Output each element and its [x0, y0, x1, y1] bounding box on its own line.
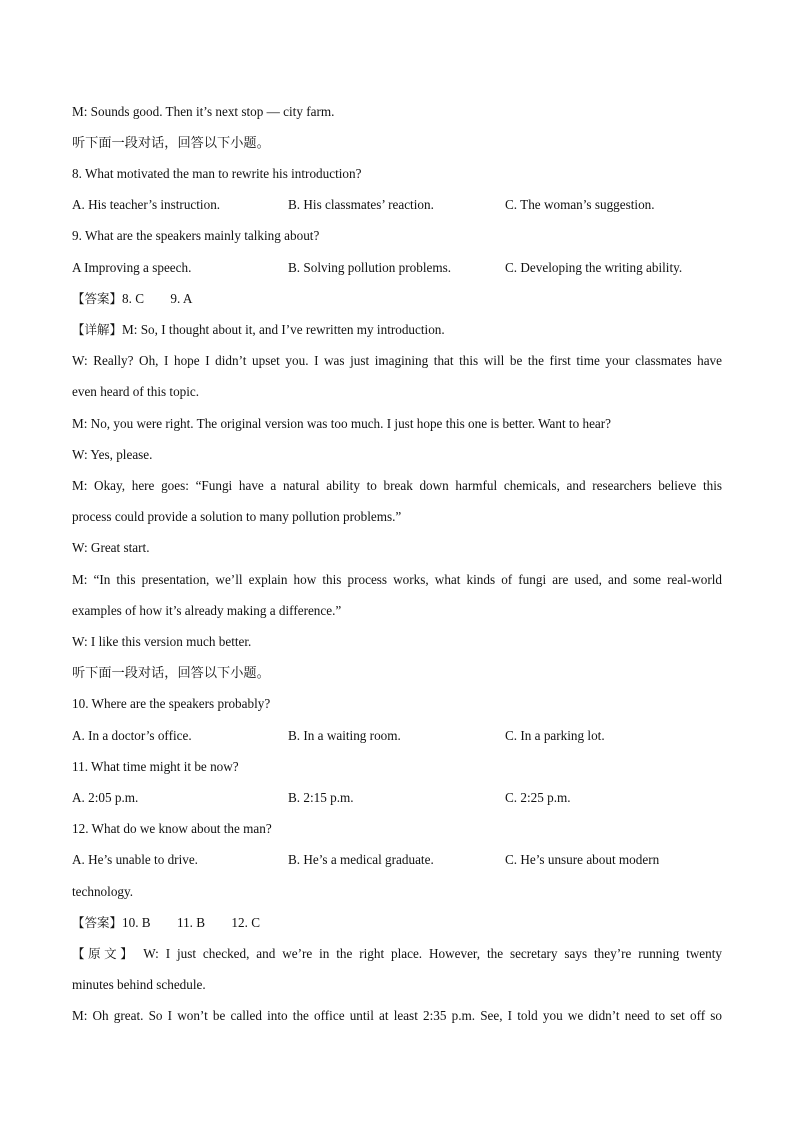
- q11-option-b: B. 2:15 p.m.: [288, 790, 354, 805]
- answer-block: [72, 914, 722, 932]
- question-9: 9. What are the speakers mainly talking about?: [72, 228, 320, 243]
- question-10: 10. Where are the speakers probably?: [72, 696, 271, 711]
- question-11: 11. What time might it be now?: [72, 759, 239, 774]
- answer-text: 8. C 9. A: [122, 291, 193, 306]
- q12-option-a: A. He’s unable to drive.: [72, 852, 198, 867]
- q9-option-a: A Improving a speech.: [72, 260, 192, 275]
- detail-line: W: I like this version much better.: [72, 634, 252, 649]
- q10-option-b: B. In a waiting room.: [288, 728, 401, 743]
- detail-line: [72, 321, 722, 339]
- question-12: 12. What do we know about the man?: [72, 821, 272, 836]
- original-tag: 【原文】: [72, 946, 137, 961]
- original-line: minutes behind schedule.: [72, 977, 206, 992]
- q12-option-b: B. He’s a medical graduate.: [288, 852, 434, 867]
- detail-line: M: Okay, here goes: “Fungi have a natural ability to break down harmful chemicals, and researchers believe this: [72, 478, 722, 493]
- listening-instruction: 听下面一段对话，回答以下小题。: [72, 135, 270, 150]
- q8-option-a: A. His teacher’s instruction.: [72, 197, 221, 212]
- original-line: M: Oh great. So I won’t be called into the office until at least 2:35 p.m. See, I told you we didn’t need to set off so: [72, 1008, 722, 1023]
- detail-line: process could provide a solution to many pollution problems.”: [72, 509, 402, 524]
- detail-text: M: So, I thought about it, and I’ve rewritten my introduction.: [122, 322, 445, 337]
- q8-option-b: B. His classmates’ reaction.: [288, 197, 434, 212]
- q10-option-c: C. In a parking lot.: [505, 728, 605, 743]
- original-text: W: I just checked, and we’re in the right place. However, the secretary says they’re running twenty: [143, 946, 722, 961]
- question-8: 8. What motivated the man to rewrite his introduction?: [72, 166, 362, 181]
- detail-line: W: Great start.: [72, 540, 150, 555]
- answer-block: [72, 290, 722, 308]
- q8-option-c: C. The woman’s suggestion.: [505, 197, 655, 212]
- q12-option-c-continuation: technology.: [72, 884, 134, 899]
- detail-line: even heard of this topic.: [72, 384, 200, 399]
- detail-line: W: Really? Oh, I hope I didn’t upset you. I was just imagining that this will be the first time your classmates have: [72, 353, 722, 368]
- detail-line: examples of how it’s already making a difference.”: [72, 603, 342, 618]
- detail-line: M: “In this presentation, we’ll explain how this process works, what kinds of fungi are used, and some real-world: [72, 572, 722, 587]
- q9-option-b: B. Solving pollution problems.: [288, 260, 452, 275]
- answer-tag: 【答案】: [72, 291, 123, 306]
- detail-tag: 【详解】: [72, 322, 123, 337]
- q9-option-c: C. Developing the writing ability.: [505, 260, 683, 275]
- original-line: [72, 945, 722, 963]
- q10-option-a: A. In a doctor’s office.: [72, 728, 192, 743]
- listening-instruction: 听下面一段对话，回答以下小题。: [72, 665, 270, 680]
- detail-line: W: Yes, please.: [72, 447, 153, 462]
- q12-option-c: C. He’s unsure about modern: [505, 852, 660, 867]
- q11-option-c: C. 2:25 p.m.: [505, 790, 571, 805]
- answer-text: 10. B 11. B 12. C: [122, 915, 261, 930]
- dialogue-line: M: Sounds good. Then it’s next stop — city farm.: [72, 104, 335, 119]
- detail-line: M: No, you were right. The original version was too much. I just hope this one is better. Want to hear?: [72, 416, 612, 431]
- q11-option-a: A. 2:05 p.m.: [72, 790, 139, 805]
- answer-tag: 【答案】: [72, 915, 123, 930]
